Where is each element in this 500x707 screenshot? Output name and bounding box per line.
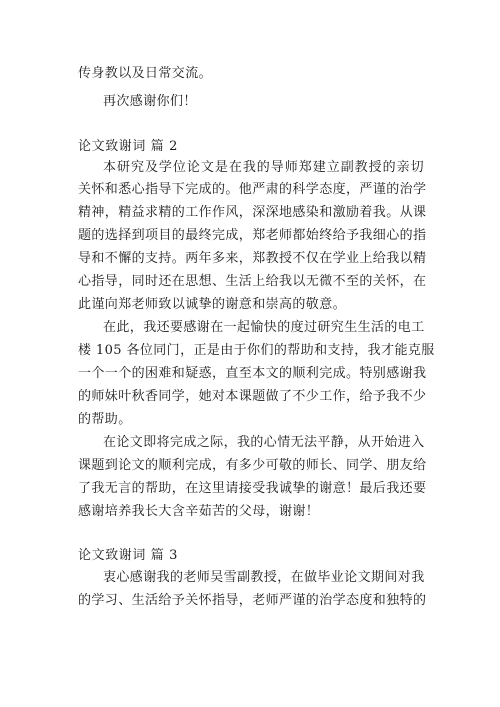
text-line: 传身教以及日常交流。 — [78, 66, 213, 81]
text-line: 衷心感谢我的老师吴雪副教授，在做毕业论文期间对我 — [103, 570, 425, 585]
text-line: 课题到论文的顺利完成，有多少可敬的师长、同学、朋友给 — [78, 458, 427, 473]
text-line: 在此，我还要感谢在一起愉快的度过研究生生活的电工 — [103, 320, 425, 335]
text-line: 精神，精益求精的工作作风，深深地感染和激励着我。从课 — [78, 205, 427, 220]
text-line: 在论文即将完成之际，我的心情无法平静，从开始进入 — [103, 435, 425, 450]
text-line: 导和不懈的支持。两年多来，郑教授不仅在学业上给我以精 — [78, 251, 427, 266]
text-line: 的师妹叶秋香同学，她对本课题做了不少工作，给予我不少 — [78, 389, 427, 404]
text-line: 楼 105 各位同门，正是由于你们的帮助和支持，我才能克服 — [78, 343, 435, 358]
text-line: 题的选择到项目的最终完成，郑老师都始终给予我细心的指 — [78, 228, 427, 243]
text-line: 此谨向郑老师致以诚挚的谢意和崇高的敬意。 — [78, 297, 347, 312]
text-line: 再次感谢你们！ — [103, 94, 197, 109]
text-line: 本研究及学位论文是在我的导师郑建立副教授的亲切 — [103, 160, 424, 175]
section-heading: 论文致谢词 篇 3 — [78, 548, 178, 563]
text-line: 了我无言的帮助，在这里请接受我诚挚的谢意！最后我还要 — [78, 481, 427, 496]
text-line: 关怀和悉心指导下完成的。他严肃的科学态度，严谨的治学 — [78, 182, 427, 197]
text-line: 感谢培养我长大含辛茹苦的父母，谢谢！ — [78, 504, 320, 519]
text-line: 心指导，同时还在思想、生活上给我以无微不至的关怀，在 — [78, 274, 427, 289]
text-line: 的学习、生活给予关怀指导，老师严谨的治学态度和独特的 — [78, 593, 427, 608]
section-heading: 论文致谢词 篇 2 — [78, 139, 178, 154]
text-line: 一个一个的困难和疑惑，直至本文的顺利完成。特别感谢我 — [78, 366, 427, 381]
text-line: 的帮助。 — [78, 412, 132, 427]
